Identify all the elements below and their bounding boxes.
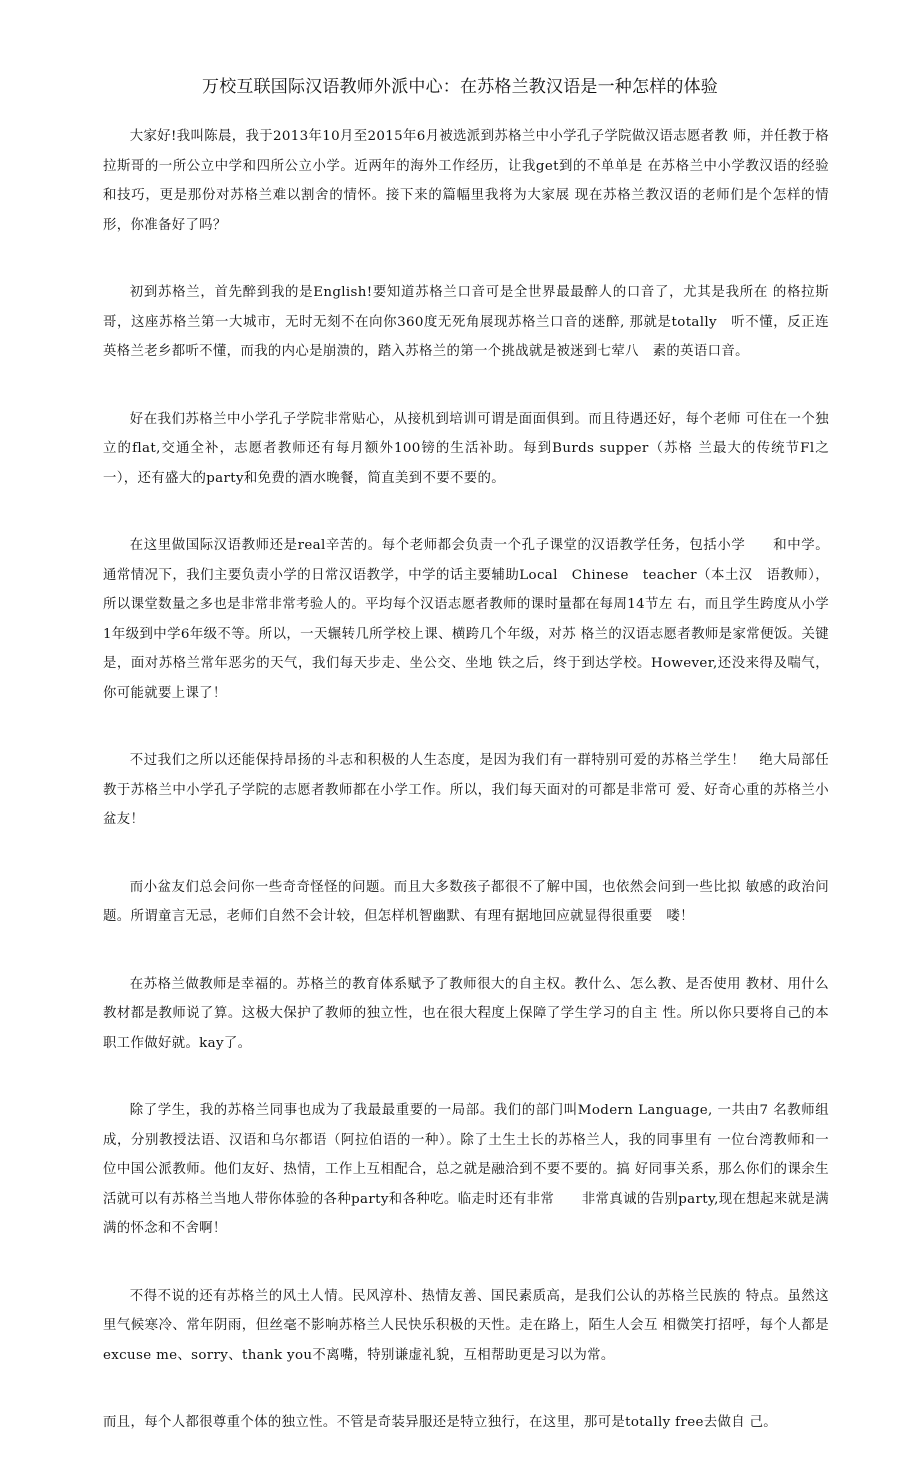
- paragraph-questions: 而小盆友们总会问你一些奇奇怪怪的问题。而且大多数孩子都很不了解中国，也依然会问到一些比拟 敏感的政治问题。所谓童言无忌，老师们自然不会计较，但怎样机智幽默、有理有据地回应就显得很重要 喽！: [103, 879, 829, 924]
- paragraph-accent: 初到苏格兰，首先醉到我的是English!要知道苏格兰口音可是全世界最最醉人的口音了，尤其是我所在 的格拉斯哥，这座苏格兰第一大城市，无时无刻不在向你360度无死角展现苏格兰口音的迷醉, 那就是totally 听不懂，反正连英格兰老乡都听不懂，而我的内心是崩溃的，踏入苏格兰的第一个挑战就是被迷到七荤八 素的英语口音。: [103, 285, 829, 359]
- paragraph-independence: 而且，每个人都很尊重个体的独立性。不管是奇装异服还是特立独行，在这里，那可是totally free去做自 己。: [103, 1415, 778, 1430]
- paragraph-benefits: 好在我们苏格兰中小学孔子学院非常贴心，从接机到培训可谓是面面俱到。而且待遇还好，每个老师 可住在一个独立的flat,交通全补，志愿者教师还有每月额外100镑的生活补助。每到Burds supper（苏格 兰最大的传统节Fl之一），还有盛大的party和免费的酒水晚餐，简直美到不要不要的。: [103, 411, 829, 486]
- paragraph-students: 不过我们之所以还能保持昂扬的斗志和积极的人生态度，是因为我们有一群特别可爱的苏格兰学生！ 绝大局部任教于苏格兰中小学孔子学院的志愿者教师都在小学工作。所以，我们每天面对的可都是非常可 爱、好奇心重的苏格兰小盆友！: [103, 753, 829, 827]
- paragraph-intro: 大家好!我叫陈晨，我于2013年10月至2015年6月被选派到苏格兰中小学孔子学院做汉语志愿者教 师，并任教于格拉斯哥的一所公立中学和四所公立小学。近两年的海外工作经历，让我get到的不单单是 在苏格兰中小学教汉语的经验和技巧，更是那份对苏格兰难以割舍的情怀。接下来的篇幅里我将为大家展 现在苏格兰教汉语的老师们是个怎样的情形，你准备好了吗？: [103, 129, 829, 233]
- document-title: 万校互联国际汉语教师外派中心：在苏格兰教汉语是一种怎样的体验: [202, 77, 718, 97]
- document-body: [103, 122, 829, 1476]
- paragraph-customs: 不得不说的还有苏格兰的风土人情。民风淳朴、热情友善、国民素质高，是我们公认的苏格兰民族的 特点。虽然这里气候寒冷、常年阴雨，但丝毫不影响苏格兰人民快乐积极的天性。走在路上，陌生人会互 相微笑打招呼，每个人都是excuse me、sorry、thank you不离嘴，特别谦虚礼貌，互相帮助更是习以为常。: [103, 1288, 829, 1363]
- paragraph-autonomy: 在苏格兰做教师是幸福的。苏格兰的教育体系赋予了教师很大的自主权。教什么、怎么教、是否使用 教材、用什么教材都是教师说了算。这极大保护了教师的独立性，也在很大程度上保障了学生学习的自主 性。所以你只要将自己的本职工作做好就。kay了。: [103, 976, 829, 1051]
- paragraph-workload: 在这里做国际汉语教师还是real辛苦的。每个老师都会负责一个孔子课堂的汉语教学任务，包括小学 和中学。通常情况下，我们主要负责小学的日常汉语教学，中学的话主要辅助Local Chinese teacher（本土汉 语教师），所以课堂数量之多也是非常非常考验人的。平均每个汉语志愿者教师的课时量都在每周14节左 右，而且学生跨度从小学1年级到中学6年级不等。所以，一天辗转几所学校上课、横跨几个年级，对苏 格兰的汉语志愿者教师是家常便饭。关键是，面对苏格兰常年恶劣的天气，我们每天步走、坐公交、坐地 铁之后，终于到达学校。However,还没来得及喘气，你可能就要上课了！: [103, 538, 829, 701]
- paragraph-colleagues: 除了学生，我的苏格兰同事也成为了我最最重要的一局部。我们的部门叫Modern Language, 一共由7 名教师组成，分别教授法语、汉语和乌尔都语（阿拉伯语的一种）。除了土生土长的苏格兰人，我的同事里有 一位台湾教师和一位中国公派教师。他们友好、热情，工作上互相配合，总之就是融洽到不要不要的。搞 好同事关系，那么你们的课余生活就可以有苏格兰当地人带你体验的各种party和各种吃。临走时还有非常 非常真诚的告别party,现在想起来就是满满的怀念和不舍啊！: [103, 1103, 829, 1236]
